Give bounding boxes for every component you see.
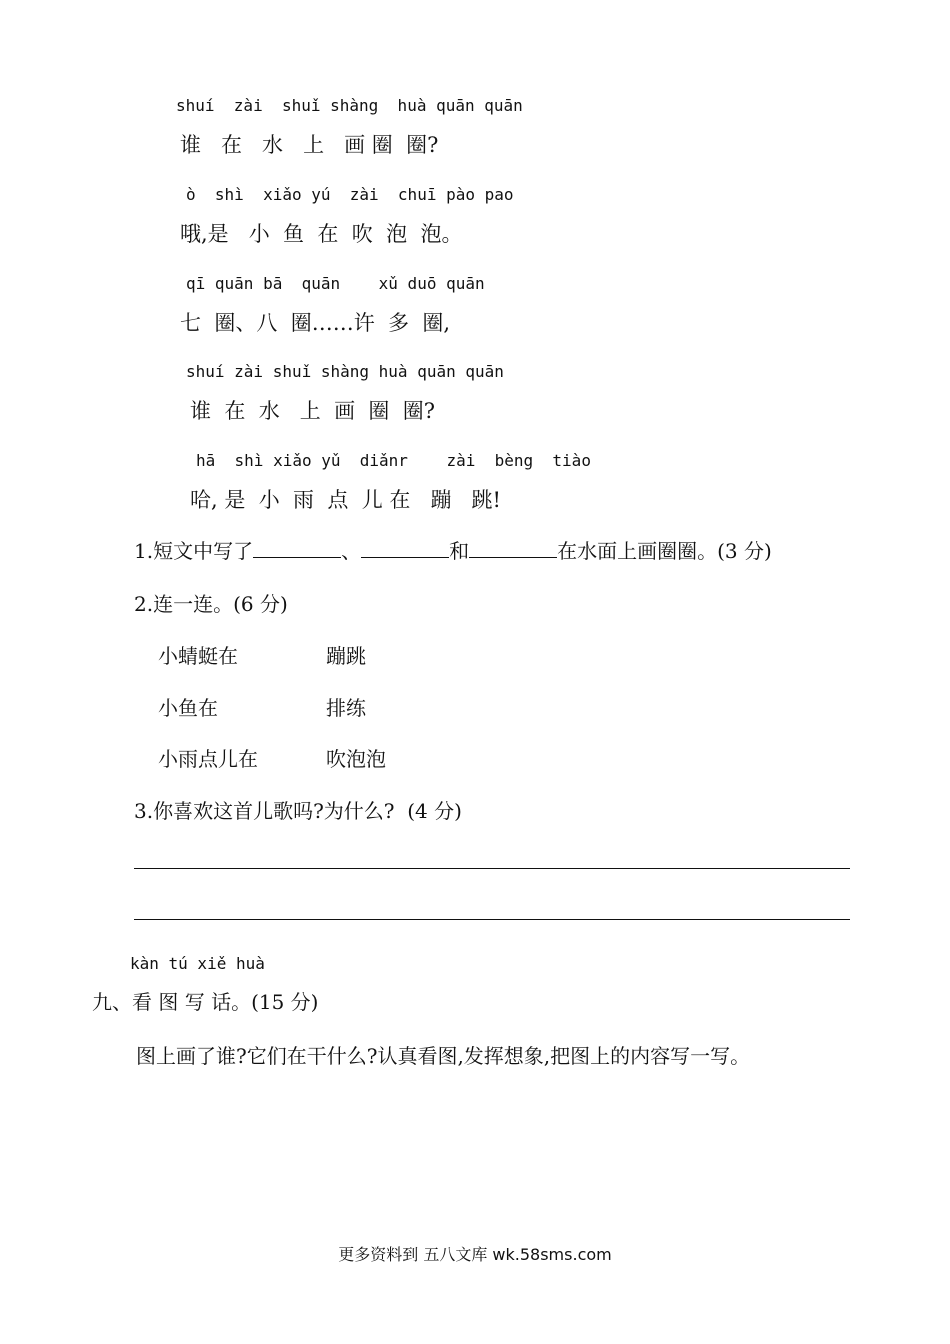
- poem-line-4-pinyin: shuí zài shuǐ shàng huà quān quān: [186, 362, 504, 381]
- match-right-item[interactable]: 吹泡泡: [326, 747, 386, 771]
- section-9-instruction: 图上画了谁?它们在干什么?认真看图,发挥想象,把图上的内容写一写。: [136, 1044, 751, 1068]
- poem-line-2-text: 哦,是 小 鱼 在 吹 泡 泡。: [180, 222, 463, 246]
- poem-line-5-pinyin: hā shì xiǎo yǔ diǎnr zài bèng tiào: [196, 451, 591, 470]
- question-1: [134, 535, 772, 564]
- question-1-prefix: 1.短文中写了: [134, 539, 254, 563]
- match-right-item[interactable]: 排练: [326, 696, 366, 720]
- section-9-title: 九、看 图 写 话。(15 分): [92, 990, 319, 1014]
- answer-line-1[interactable]: [134, 868, 850, 869]
- answer-line-2[interactable]: [134, 919, 850, 920]
- answer-blank-1[interactable]: [253, 537, 341, 558]
- footer-link[interactable]: 更多资料到 五八文库 wk.58sms.com: [338, 1245, 612, 1264]
- section-9-pinyin: kàn tú xiě huà: [130, 954, 265, 973]
- match-left-item[interactable]: 小雨点儿在: [158, 747, 258, 771]
- match-left-item[interactable]: 小鱼在: [158, 696, 218, 720]
- question-1-separator-1: 、: [341, 539, 362, 563]
- answer-blank-2[interactable]: [361, 537, 449, 558]
- match-left-item[interactable]: 小蜻蜓在: [158, 644, 238, 668]
- poem-line-5-text: 哈, 是 小 雨 点 儿 在 蹦 跳!: [190, 488, 501, 512]
- question-3-title: 3.你喜欢这首儿歌吗?为什么? (4 分): [134, 799, 462, 823]
- poem-line-2-pinyin: ò shì xiǎo yú zài chuī pào pao: [186, 185, 514, 204]
- question-2-title: 2.连一连。(6 分): [134, 592, 288, 616]
- poem-line-4-text: 谁 在 水 上 画 圈 圈?: [190, 399, 436, 423]
- poem-line-3-pinyin: qī quān bā quān xǔ duō quān: [186, 274, 485, 293]
- answer-blank-3[interactable]: [469, 537, 557, 558]
- question-1-suffix: 在水面上画圈圈。(3 分): [557, 539, 772, 563]
- question-1-separator-2: 和: [449, 539, 470, 563]
- poem-line-1-pinyin: shuí zài shuǐ shàng huà quān quān: [176, 96, 523, 115]
- poem-line-1-text: 谁 在 水 上 画 圈 圈?: [180, 133, 439, 157]
- poem-line-3-text: 七 圈、八 圈……许 多 圈,: [180, 311, 451, 335]
- match-right-item[interactable]: 蹦跳: [326, 644, 366, 668]
